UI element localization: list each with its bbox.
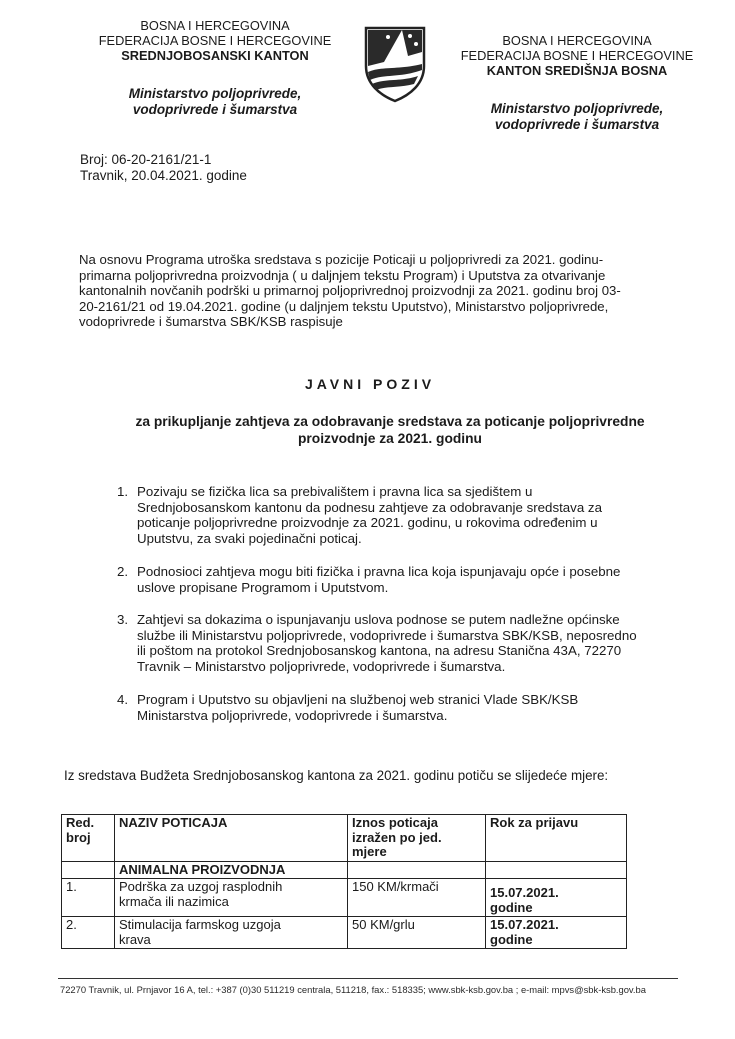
table-cell: 150 KM/krmači: [348, 879, 486, 917]
table-cell: 1.: [62, 879, 115, 917]
header-left-ministry-line1: Ministarstvo poljoprivrede,: [128, 86, 302, 101]
header-left-federation: FEDERACIJA BOSNE I HERCEGOVINE: [98, 33, 332, 48]
intro-line: vodoprivrede i šumarstva SBK/KSB raspisuje: [79, 314, 343, 330]
reference-place-date: Travnik, 20.04.2021. godine: [80, 168, 247, 183]
document-title: JAVNI POZIV: [304, 376, 436, 392]
document-subtitle: [90, 413, 690, 447]
list-item-line: uslove propisane Programom i Uputstvom.: [137, 579, 389, 595]
table-header-cell: Rok za prijavu: [486, 815, 627, 862]
intro-line: Na osnovu Programa utroška sredstava s pozicije Poticaji u poljoprivredi za 2021. godinu-: [79, 252, 604, 267]
table-row: [62, 879, 627, 917]
header-right-country: BOSNA I HERCEGOVINA: [502, 33, 652, 48]
list-item-number: 3.: [117, 612, 129, 627]
header-left-ministry-line2: vodoprivrede i šumarstva: [132, 102, 298, 117]
list-item-line: ili poštom na protokol Srednjobosanskog kantona, na adresu Stanična 43A, 72270: [137, 643, 622, 659]
subtitle-line2: proizvodnje za 2021. godinu: [298, 431, 482, 446]
table-section-row: [62, 861, 627, 879]
list-item-number: 4.: [117, 692, 129, 707]
table-header-cell: NAZIV POTICAJA: [115, 815, 348, 862]
list-item-line: poticanje poljoprivredne proizvodnje za 2021. godinu, u rokovima određenim u: [137, 515, 598, 531]
coat-of-arms-icon: [360, 22, 430, 104]
table-header-cell: Iznos poticaja izražen po jed. mjere: [348, 815, 486, 862]
reference-block: [80, 152, 380, 184]
measures-table: [61, 814, 627, 949]
header-right-canton: KANTON SREDIŠNJA BOSNA: [486, 63, 668, 78]
table-section-label: ANIMALNA PROIZVODNJA: [115, 861, 348, 879]
table-cell: 50 KM/grlu: [348, 917, 486, 949]
list-item-line: Podnosioci zahtjeva mogu biti fizička i pravna lica koja ispunjavaju opće i posebne: [137, 564, 621, 579]
intro-line: primarna poljoprivredna proizvodnja ( u daljnjem tekstu Program) i Uputstva za otvarivanje: [79, 267, 606, 283]
header-left: [70, 18, 360, 118]
subtitle-line1: za prikupljanje zahtjeva za odobravanje sredstava za poticanje poljoprivredne: [135, 414, 645, 429]
table-cell: [486, 861, 627, 879]
header-right: [432, 33, 722, 133]
list-item: [117, 612, 704, 676]
table-header-cell: Red. broj: [62, 815, 115, 862]
header-right-federation: FEDERACIJA BOSNE I HERCEGOVINE: [460, 48, 694, 63]
footer-divider: [58, 978, 678, 979]
list-item: [117, 564, 704, 596]
list-item-line: Pozivaju se fizička lica sa prebivalištem i pravna lica sa sjedištem u: [137, 484, 533, 499]
list-item-line: Travnik – Ministarstvo poljoprivrede, vodoprivrede i šumarstva.: [137, 658, 506, 674]
list-item-line: Srednjobosanskom kantonu da podnesu zahtjeve za odobravanje sredstava za: [137, 499, 602, 515]
list-item-line: Zahtjevi sa dokazima o ispunjavanju uslova podnose se putem nadležne općinske: [137, 612, 620, 627]
table-header-row: [62, 815, 627, 862]
measures-intro: Iz sredstava Budžeta Srednjobosanskog kantona za 2021. godinu potiču se slijedeće mjere:: [64, 768, 609, 783]
list-item-number: 2.: [117, 564, 129, 579]
list-item: [117, 692, 704, 724]
table-cell: [62, 861, 115, 879]
table-cell: Stimulacija farmskog uzgoja krava: [115, 917, 348, 949]
list-item-line: Uputstvu, za svaki pojedinačni poticaj.: [137, 530, 362, 546]
header-right-ministry-line2: vodoprivrede i šumarstva: [494, 117, 660, 132]
table-cell: 2.: [62, 917, 115, 949]
intro-line: kantonalnih novčanih podrški u primarnoj poljoprivrednoj proizvodnji za 2021. godinu broj 03-: [79, 283, 621, 299]
list-item-line: službe ili Ministarstvu poljoprivrede, vodoprivrede i šumarstva SBK/KSB, neposredno: [137, 627, 637, 643]
header-right-ministry-line1: Ministarstvo poljoprivrede,: [490, 101, 664, 116]
reference-number: Broj: 06-20-2161/21-1: [80, 152, 212, 167]
list-item: [117, 484, 704, 548]
intro-line: 20-2161/21 od 19.04.2021. godine (u daljnjem tekstu Uputstvo), Ministarstvo poljoprivrede,: [79, 298, 609, 314]
footer-contact: 72270 Travnik, ul. Prnjavor 16 A, tel.: +387 (0)30 511219 centrala, 511218, fax.: 518335; www.sbk-ksb.gov.ba ; e-mail: mpvs@sbk-ksb.gov.ba: [60, 984, 646, 995]
table-cell: 15.07.2021. godine: [486, 879, 627, 917]
table-cell: 15.07.2021. godine: [486, 917, 627, 949]
list-item-line: Ministarstva poljoprivrede, vodoprivrede i šumarstva.: [137, 707, 448, 723]
header-left-country: BOSNA I HERCEGOVINA: [140, 18, 290, 33]
list-item-number: 1.: [117, 484, 129, 499]
table-cell: [348, 861, 486, 879]
table-cell: Podrška za uzgoj rasplodnih krmača ili nazimica: [115, 879, 348, 917]
list-item-line: Program i Uputstvo su objavljeni na službenoj web stranici Vlade SBK/KSB: [137, 692, 579, 707]
intro-paragraph: [79, 252, 709, 330]
table-row: [62, 917, 627, 949]
header-left-canton: SREDNJOBOSANSKI KANTON: [121, 48, 309, 63]
